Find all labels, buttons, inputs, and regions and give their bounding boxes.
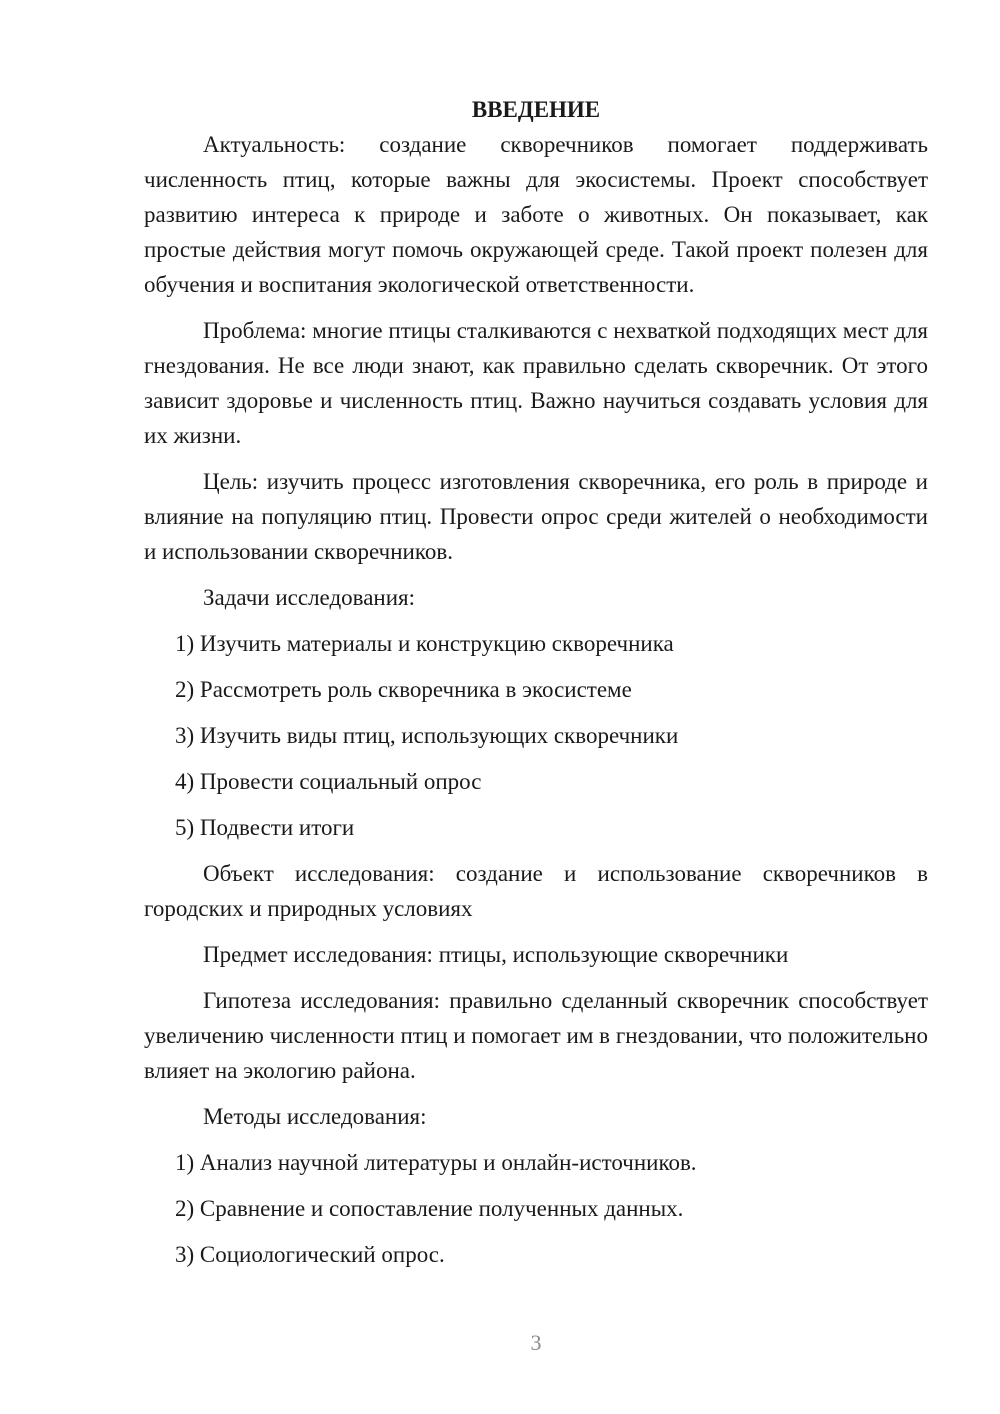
object-paragraph: Объект исследования: создание и использование скворечников в городских и природных условиях [144, 861, 928, 921]
list-item: 2) Сравнение и сопоставление полученных данных. [175, 1196, 684, 1221]
list-item: 4) Провести социальный опрос [175, 769, 482, 794]
methods-heading: Методы исследования: [203, 1104, 427, 1129]
list-item: 2) Рассмотреть роль скворечника в экосистеме [175, 677, 632, 702]
list-item: 1) Изучить материалы и конструкцию скворечника [175, 631, 674, 656]
goal-paragraph: Цель: изучить процесс изготовления скворечника, его роль в природе и влияние на популяцию птиц. Провести опрос среди жителей о необходимости и использовании скворечников. [144, 469, 928, 564]
list-item: 3) Изучить виды птиц, использующих скворечники [175, 723, 679, 748]
hypothesis-paragraph: Гипотеза исследования: правильно сделанный скворечник способствует увеличению численности птиц и помогает им в гнездовании, что положительно влияет на экологию района. [144, 988, 928, 1083]
tasks-heading: Задачи исследования: [203, 585, 416, 610]
relevance-paragraph: Актуальность: создание скворечников помогает поддерживать численность птиц, которые важны для экосистемы. Проект способствует развитию интереса к природе и заботе о животных. Он показывает, как простые действия могут помочь окружающей среде. Такой проект полезен для обучения и воспитания экологической ответственности. [144, 132, 928, 297]
list-item: 5) Подвести итоги [175, 815, 355, 840]
section-title: ВВЕДЕНИЕ [471, 97, 601, 122]
tasks-list [144, 626, 928, 845]
subject-paragraph: Предмет исследования: птицы, использующие скворечники [203, 942, 789, 967]
page-number: 3 [530, 1330, 542, 1355]
document-page [144, 92, 928, 1283]
methods-list [144, 1145, 928, 1272]
list-item: 1) Анализ научной литературы и онлайн-источников. [175, 1150, 697, 1175]
list-item: 3) Социологический опрос. [175, 1242, 445, 1267]
problem-paragraph: Проблема: многие птицы сталкиваются с нехваткой подходящих мест для гнездования. Не все люди знают, как правильно сделать скворечник. От этого зависит здоровье и численность птиц. Важно научиться создавать условия для их жизни. [144, 318, 928, 448]
